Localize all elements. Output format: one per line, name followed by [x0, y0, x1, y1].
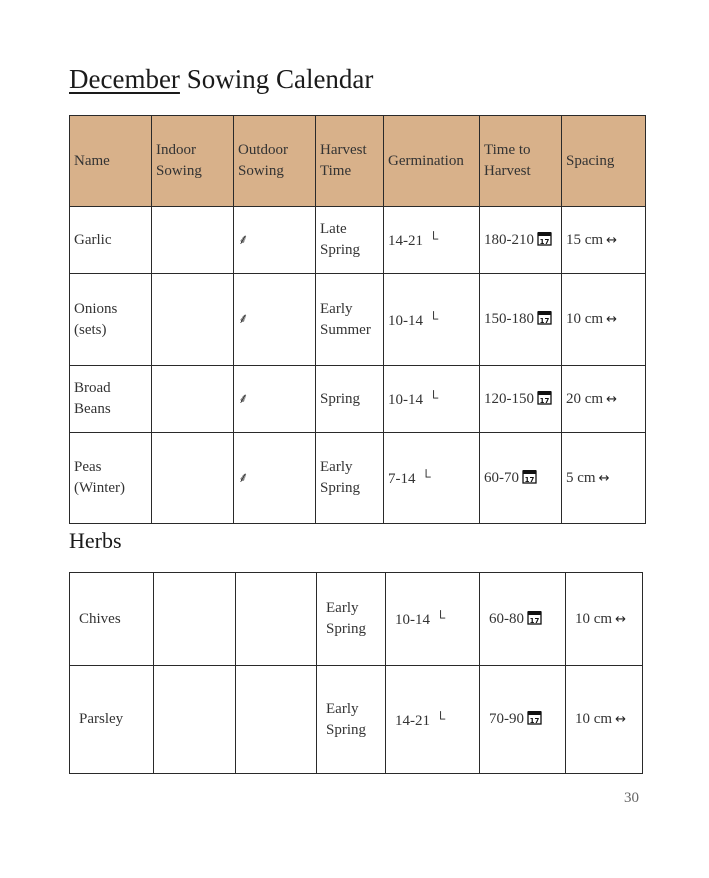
table-row: [70, 366, 646, 433]
plant-name: Parsley: [79, 711, 124, 727]
harvest-time-cell: [317, 573, 386, 666]
harvest-time-cell: [316, 433, 384, 524]
table-row: [70, 573, 643, 666]
sowing-calendar-table: [69, 115, 646, 524]
corner-mark-icon: └: [429, 310, 439, 326]
germination-cell: [384, 207, 480, 274]
herbs-section-title: Herbs: [69, 528, 122, 553]
spacing-cell: [562, 433, 646, 524]
plant-name: Chives: [79, 610, 121, 627]
germination-cell: [384, 433, 480, 524]
left-right-arrow-icon: ↔: [615, 611, 626, 627]
indoor-sowing-cell: [152, 433, 234, 524]
time-to-harvest-cell: [480, 207, 562, 274]
indoor-sowing-cell: [154, 573, 236, 666]
time-to-harvest-cell: [480, 666, 566, 774]
indoor-sowing-cell: [152, 207, 234, 274]
corner-mark-icon: └: [436, 610, 446, 625]
germination-days: 10-14: [388, 392, 423, 408]
time-to-harvest-cell: [480, 573, 566, 666]
germination-cell: [386, 573, 480, 666]
spacing-value: 10 cm: [566, 311, 604, 327]
harvest-time: Early Summer: [320, 300, 371, 338]
outdoor-sowing-cell: [236, 573, 317, 666]
left-right-arrow-icon: ↔: [598, 470, 610, 486]
left-right-arrow-icon: ↔: [606, 391, 617, 407]
column-header: Outdoor Sowing: [234, 116, 316, 207]
column-header: Indoor Sowing: [152, 116, 234, 207]
calendar-icon: [537, 390, 552, 405]
harvest-time-cell: [317, 666, 386, 774]
svg-text:17: 17: [539, 317, 550, 325]
harvest-days: 120-150: [484, 390, 534, 407]
outdoor-sowing-cell: [234, 274, 316, 366]
harvest-days: 60-70: [484, 469, 519, 486]
sprout-icon: ⸙: [238, 232, 249, 248]
name-cell: [70, 573, 154, 666]
germination-cell: [384, 366, 480, 433]
svg-text:17: 17: [539, 396, 550, 405]
spacing-cell: [562, 207, 646, 274]
sprout-icon: ⸙: [238, 470, 249, 486]
time-to-harvest-cell: [480, 433, 562, 524]
spacing-cell: [566, 666, 643, 774]
outdoor-sowing-cell: [234, 207, 316, 274]
corner-mark-icon: └: [429, 231, 439, 246]
germination-days: 10-14: [388, 312, 423, 329]
harvest-time-cell: [316, 366, 384, 433]
table-row: [70, 433, 646, 524]
plant-name: Garlic: [74, 231, 112, 248]
sprout-icon: ⸙: [238, 391, 249, 407]
calendar-icon: [537, 310, 552, 325]
left-right-arrow-icon: ↔: [615, 712, 626, 727]
time-to-harvest-cell: [480, 366, 562, 433]
column-header: Spacing: [562, 116, 646, 207]
germination-cell: [386, 666, 480, 774]
column-header: Name: [70, 116, 152, 207]
germination-days: 10-14: [395, 612, 430, 628]
harvest-time: Early Spring: [326, 600, 367, 637]
indoor-sowing-cell: [152, 366, 234, 433]
column-header: Harvest Time: [316, 116, 384, 207]
spacing-value: 10 cm: [575, 610, 613, 627]
name-cell: [70, 274, 152, 366]
name-cell: [70, 366, 152, 433]
germination-days: 7-14: [388, 471, 416, 487]
corner-mark-icon: └: [436, 710, 446, 726]
spacing-value: 20 cm: [566, 390, 604, 407]
outdoor-sowing-cell: [234, 433, 316, 524]
spacing-cell: [562, 366, 646, 433]
calendar-icon: [527, 710, 542, 725]
left-right-arrow-icon: ↔: [606, 312, 617, 327]
column-header: Time to Harvest: [480, 116, 562, 207]
calendar-icon: [522, 469, 537, 484]
plant-name: Peas (Winter): [74, 459, 126, 496]
indoor-sowing-cell: [152, 274, 234, 366]
calendar-icon: [537, 231, 552, 246]
harvest-time: Early Spring: [320, 459, 361, 496]
svg-text:17: 17: [529, 717, 540, 725]
name-cell: [70, 666, 154, 774]
time-to-harvest-cell: [480, 274, 562, 366]
harvest-time: Late Spring: [320, 221, 361, 258]
name-cell: [70, 207, 152, 274]
column-header: Germination: [384, 116, 480, 207]
title-month: December: [69, 64, 180, 94]
germination-days: 14-21: [395, 712, 430, 729]
harvest-time-cell: [316, 207, 384, 274]
harvest-time-cell: [316, 274, 384, 366]
outdoor-sowing-cell: [236, 666, 317, 774]
indoor-sowing-cell: [154, 666, 236, 774]
plant-name: Onions (sets): [74, 300, 118, 338]
table-header-row: [70, 116, 646, 207]
germination-days: 14-21: [388, 233, 423, 249]
harvest-time: Early Spring: [326, 700, 367, 738]
harvest-days: 180-210: [484, 231, 534, 248]
left-right-arrow-icon: ↔: [606, 232, 617, 248]
svg-text:17: 17: [529, 616, 540, 625]
page-title: [69, 64, 373, 95]
herbs-table: [69, 572, 643, 774]
svg-text:17: 17: [539, 237, 550, 246]
sprout-icon: ⸙: [238, 312, 249, 327]
title-rest: Sowing Calendar: [186, 64, 374, 94]
plant-name: Broad Beans: [74, 380, 111, 417]
harvest-days: 60-80: [489, 610, 524, 627]
outdoor-sowing-cell: [234, 366, 316, 433]
corner-mark-icon: └: [429, 390, 439, 405]
name-cell: [70, 433, 152, 524]
spacing-value: 5 cm: [566, 469, 596, 486]
svg-text:17: 17: [524, 475, 535, 484]
germination-cell: [384, 274, 480, 366]
harvest-days: 150-180: [484, 311, 534, 327]
spacing-cell: [562, 274, 646, 366]
spacing-cell: [566, 573, 643, 666]
table-row: [70, 207, 646, 274]
corner-mark-icon: └: [421, 469, 431, 484]
spacing-value: 15 cm: [566, 231, 604, 248]
page-number: 30: [624, 790, 639, 806]
table-row: [70, 274, 646, 366]
harvest-days: 70-90: [489, 711, 524, 727]
table-row: [70, 666, 643, 774]
calendar-icon: [527, 610, 542, 625]
spacing-value: 10 cm: [575, 711, 613, 727]
harvest-time: Spring: [320, 390, 361, 407]
